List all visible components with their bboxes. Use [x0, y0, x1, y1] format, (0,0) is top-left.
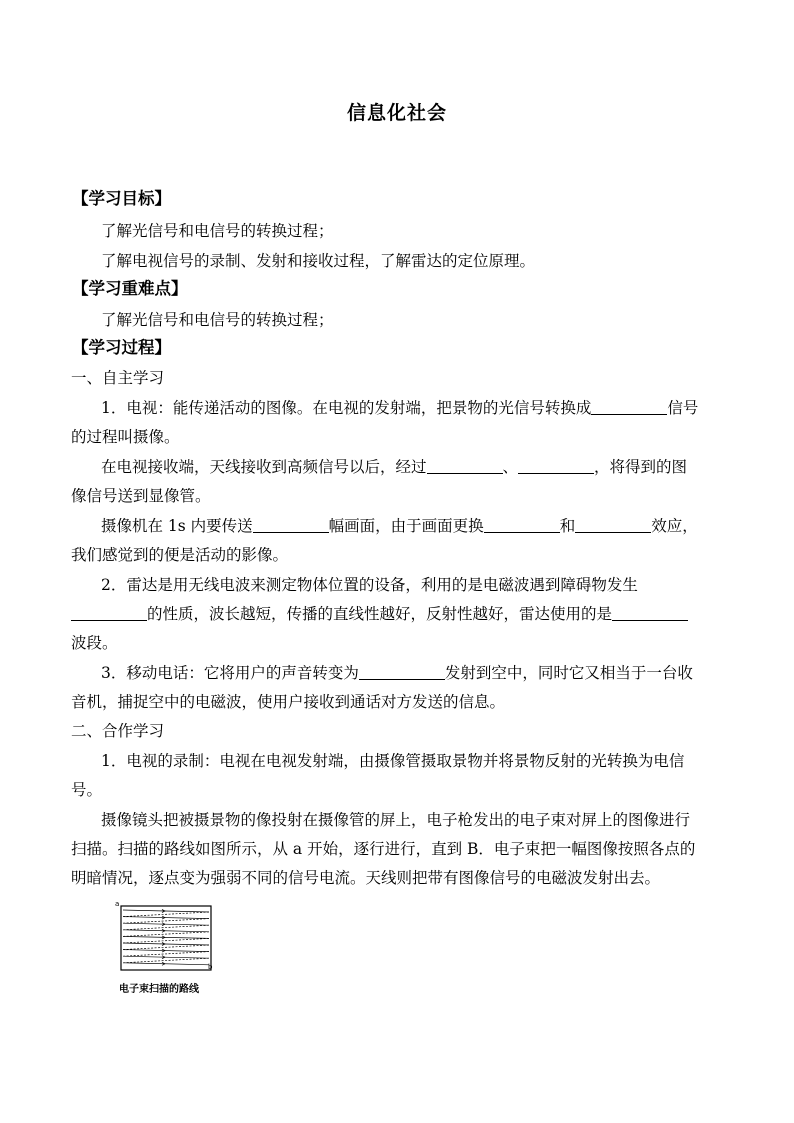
scan-line: [123, 950, 209, 952]
retrace-line: [123, 932, 209, 937]
retrace-line: [123, 925, 209, 930]
figure-label-start: a: [115, 900, 120, 908]
question-3-line-2: 音机，捕捉空中的电磁波，使用户接收到通话对方发送的信息。: [71, 693, 506, 711]
section-heading-objectives: 【学习目标】: [72, 189, 171, 208]
scan-line: [123, 936, 209, 938]
scan-line: [123, 930, 209, 932]
retrace-line: [123, 919, 209, 924]
paragraph-2-line-1: 摄像镜头把被摄景物的像投射在摄像管的屏上，电子枪发出的电子束对屏上的图像进行: [101, 811, 691, 829]
scan-line: [123, 956, 209, 958]
question-1-line-1: 1．电视：能传递活动的图像。在电视的发射端，把景物的光信号转换成 信号: [101, 399, 699, 417]
paragraph-2-line-2: 扫描。扫描的路线如图所示，从 a 开始，逐行进行，直到 B．电子束把一幅图像按照各点的: [71, 840, 696, 858]
retrace-line: [123, 952, 209, 957]
section-heading-process: 【学习过程】: [72, 338, 171, 357]
paragraph-1-line-2: 号。: [71, 781, 103, 799]
figure-caption: 电子束扫描的路线: [119, 984, 199, 995]
fill-blank[interactable]: [71, 605, 147, 621]
question-1-line-4: 像信号送到显像管。: [71, 487, 211, 505]
subsection-cooperative-study: 二、合作学习: [71, 722, 165, 740]
retrace-line: [123, 912, 209, 917]
question-3-line-1: 3．移动电话：它将用户的声音转变为 发射到空中，同时它又相当于一台收: [101, 664, 693, 682]
paragraph-1-line-1: 1．电视的录制：电视在电视发射端，由摄像管摄取景物并将景物反射的光转换为电信: [101, 752, 685, 770]
figure-label-end: b: [208, 963, 213, 971]
question-1-line-6: 我们感觉到的便是活动的影像。: [71, 546, 289, 564]
fill-blank[interactable]: [359, 664, 445, 680]
page-title: 信息化社会: [346, 102, 447, 124]
fill-blank[interactable]: [612, 605, 688, 621]
key-point-1: 了解光信号和电信号的转换过程；: [101, 311, 334, 329]
section-heading-key-points: 【学习重难点】: [72, 279, 188, 298]
retrace-line: [123, 958, 209, 963]
paragraph-2-line-3: 明暗情况，逐点变为强弱不同的信号电流。天线则把带有图像信号的电磁波发射出去。: [71, 869, 661, 887]
question-2-line-3: 波段。: [71, 634, 118, 652]
question-1-line-5: 摄像机在 1s 内要传送 幅画面，由于画面更换 和 效应，: [101, 517, 698, 535]
question-1-line-3: 在电视接收端，天线接收到高频信号以后，经过 、 ，将得到的图: [101, 458, 688, 476]
fill-blank[interactable]: [427, 458, 503, 474]
fill-blank[interactable]: [253, 517, 329, 533]
question-2-line-2: 的性质，波长越短，传播的直线性越好，反射性越好，雷达使用的是: [71, 604, 714, 624]
fill-blank[interactable]: [575, 517, 651, 533]
fill-blank[interactable]: [518, 458, 594, 474]
objective-2: 了解电视信号的录制、发射和接收过程，了解雷达的定位原理。: [101, 252, 536, 270]
retrace-line: [123, 945, 209, 950]
scan-line: [123, 923, 209, 925]
subsection-self-study: 一、自主学习: [71, 369, 165, 387]
scan-line: [123, 917, 209, 919]
fill-blank[interactable]: [484, 517, 560, 533]
scan-raster-diagram: [120, 905, 220, 975]
question-1-line-2: 的过程叫摄像。: [71, 428, 180, 446]
objective-1: 了解光信号和电信号的转换过程；: [101, 222, 334, 240]
fill-blank[interactable]: [591, 399, 667, 415]
scan-line: [123, 910, 209, 912]
retrace-line: [123, 938, 209, 943]
scan-lines: [123, 910, 209, 966]
scan-line: [123, 943, 209, 945]
question-2-line-1: 2．雷达是用无线电波来测定物体位置的设备，利用的是电磁波遇到障碍物发生: [101, 576, 638, 594]
scan-line: [123, 963, 209, 965]
